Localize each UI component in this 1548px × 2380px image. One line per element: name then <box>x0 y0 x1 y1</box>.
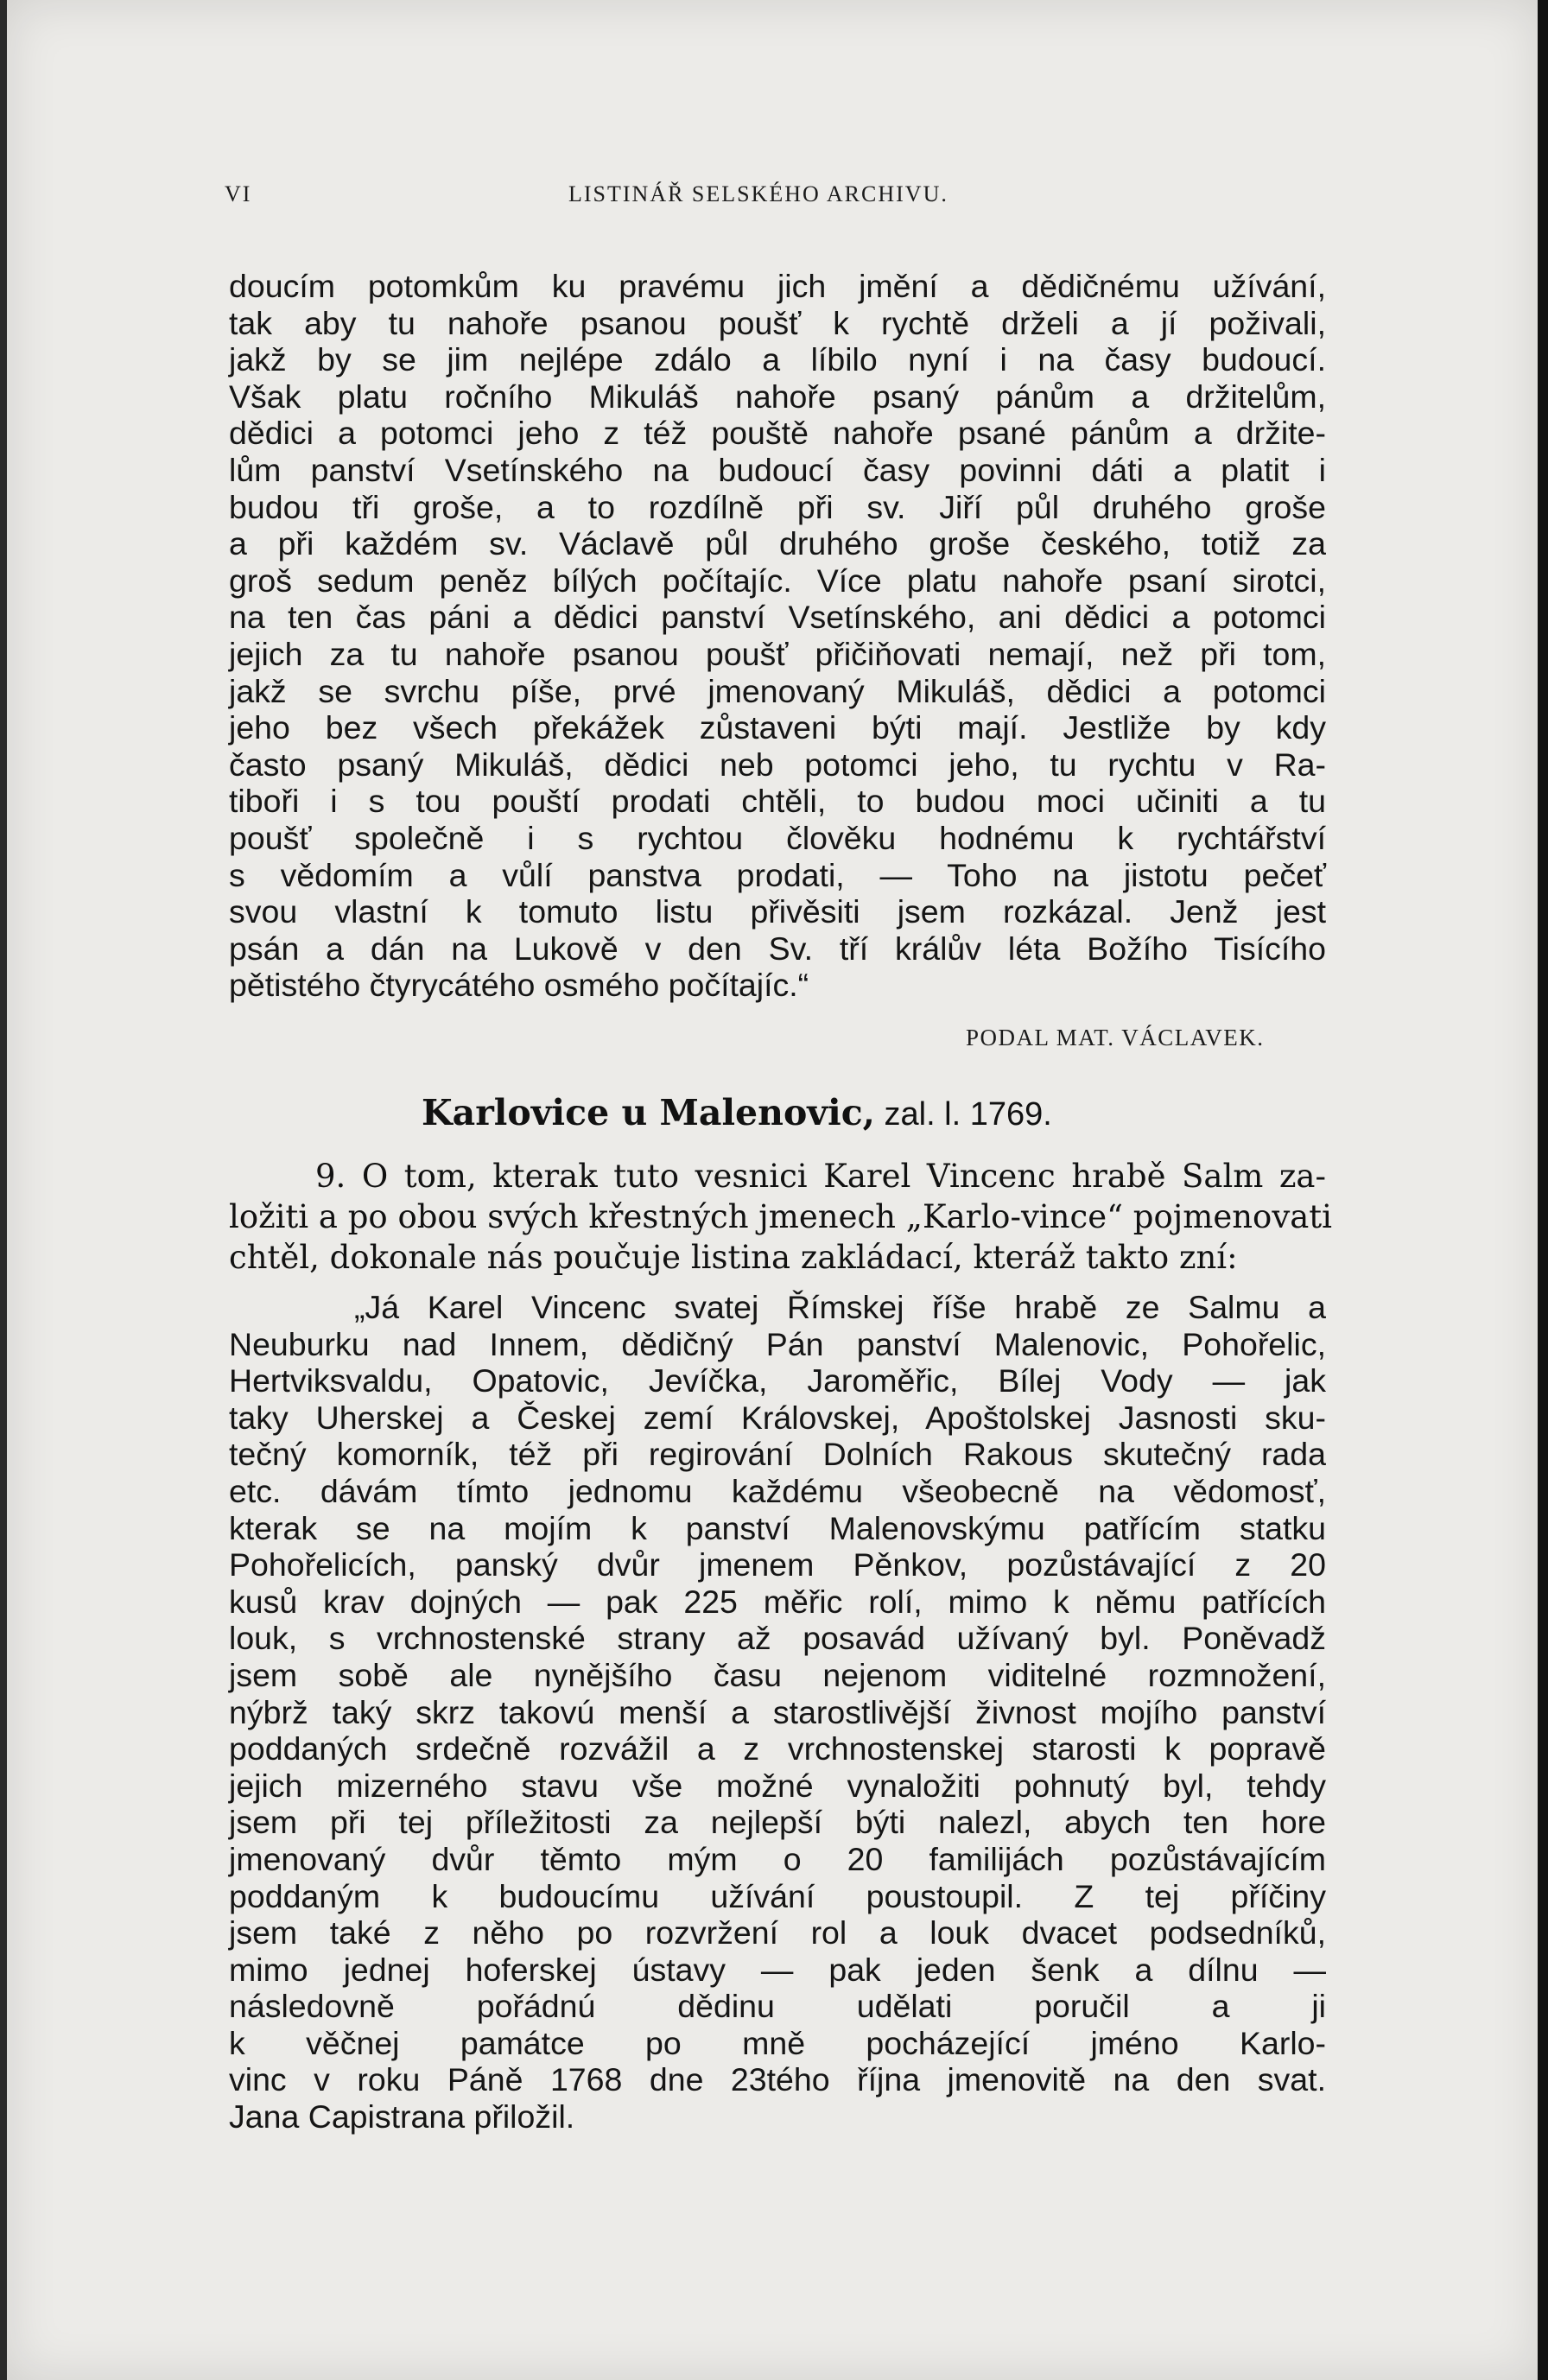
text-line: poddaným k budoucímu užívání poustoupil. Z tej příčiny <box>229 1877 1326 1914</box>
text-line: poušť společně i s rychtou člověku hodnému k rychtářství <box>229 819 1326 856</box>
section-heading-founding-year: zal. l. 1769. <box>874 1096 1052 1133</box>
text-line: tečný komorník, též při regirování Dolních Rakous skutečný rada <box>229 1436 1326 1473</box>
text-line: psán a dán na Lukově v den Sv. tří králův léta Božího Tisícího <box>229 930 1326 967</box>
text-line: mimo jednej hoferskej ústavy — pak jeden šenk a dílnu — <box>229 1951 1326 1988</box>
book-page <box>7 0 1541 2380</box>
text-line: Neuburku nad Innem, dědičný Pán panství Malenovic, Pohořelic, <box>229 1325 1326 1362</box>
text-line: jsem také z něho po rozvržení rol a louk dvacet podsedníků, <box>229 1914 1326 1952</box>
document-text-block <box>229 268 1326 1004</box>
text-line: jsem sobě ale nynějšího času nejenom viditelné rozmnožení, <box>229 1656 1326 1693</box>
text-line: k věčnej památce po mně pocházející jméno Karlo- <box>229 2024 1326 2061</box>
text-line: taky Uherskej a Českej zemí Královskej, Apoštolskej Jasnosti sku- <box>229 1399 1326 1436</box>
text-line: etc. dávám tímto jednomu každému všeobecně na vědomosť, <box>229 1472 1326 1509</box>
text-line: vinc v roku Páně 1768 dne 23tého října jmenovitě na den svat. <box>229 2061 1326 2098</box>
text-line: jsem při tej příležitosti za nejlepší býti nalezl, abych ten hore <box>229 1804 1326 1841</box>
text-line: chtěl, dokonale nás poučuje listina zakládací, kteráž takto zní: <box>229 1239 1238 1276</box>
text-line: Však platu ročního Mikuláš nahoře psaný pánům a držitelům, <box>229 378 1326 415</box>
text-line: jakž se svrchu píše, prvé jmenovaný Mikuláš, dědici a potomci <box>229 672 1326 709</box>
text-line: tiboři i s tou pouští prodati chtěli, to budou moci učiniti a tu <box>229 783 1326 820</box>
text-line: ložiti a po obou svých křestných jmenech „Karlo-vince“ pojmenovati <box>229 1198 1332 1235</box>
running-title: LISTINÁŘ SELSKÉHO ARCHIVU. <box>568 181 948 206</box>
text-line: groš sedum peněz bílých počítajíc. Více platu nahoře psaní sirotci, <box>229 562 1326 599</box>
page-number: VI <box>225 181 252 206</box>
text-line: následovně pořádnú dědinu udělati poručil a ji <box>229 1988 1326 2025</box>
text-line: jakž by se jim nejlépe zdálo a líbilo nyní i na časy budoucí. <box>229 341 1326 378</box>
text-line: doucím potomkům ku pravému jich jmění a dědičnému užívání, <box>229 268 1326 304</box>
charter-text-block <box>229 1289 1326 2136</box>
text-line: jejich za tu nahoře psanou poušť přičiňovati nemají, než při tom, <box>229 635 1326 672</box>
text-line: svou vlastní k tomuto listu přivěsiti jsem rozkázal. Jenž jest <box>229 893 1326 930</box>
text-line: často psaný Mikuláš, dědici neb potomci jeho, tu rychtu v Ra- <box>229 746 1326 783</box>
text-line: „Já Karel Vincenc svatej Římskej říše hrabě ze Salmu a <box>354 1289 1326 1325</box>
author-signature: PODAL MAT. VÁCLAVEK. <box>966 1025 1265 1050</box>
text-line: pětistého čtyrycátého osmého počítajíc.“ <box>229 967 809 1004</box>
text-line: na ten čas páni a dědici panství Vsetínského, ani dědici a potomci <box>229 599 1326 636</box>
text-line: kterak se na mojím k panství Malenovskýmu patřícím statku <box>229 1509 1326 1546</box>
text-line: jejich mizerného stavu vše možné vynaložiti pohnutý byl, tehdy <box>229 1767 1326 1804</box>
text-line: jeho bez všech překážek zůstaveni býti mají. Jestliže by kdy <box>229 709 1326 746</box>
text-line: budou tři groše, a to rozdílně při sv. Jiří půl druhého groše <box>229 488 1326 525</box>
text-line: a při každém sv. Václavě půl druhého groše českého, totiž za <box>229 525 1326 562</box>
text-line: tak aby tu nahoře psanou poušť k rychtě drželi a jí poživali, <box>229 304 1326 341</box>
text-line: lům panství Vsetínského na budoucí časy povinni dáti a platit i <box>229 451 1326 488</box>
text-line: louk, s vrchnostenské strany až posavád užívaný byl. Poněvadž <box>229 1620 1326 1657</box>
section-heading <box>422 1092 1052 1133</box>
text-line: jmenovaný dvůr těmto mým o 20 familijách pozůstávajícím <box>229 1840 1326 1877</box>
text-line: s vědomím a vůlí panstva prodati, — Toho na jistotu pečeť <box>229 856 1326 893</box>
text-line: poddaných srdečně rozvážil a z vrchnostenskej starosti k popravě <box>229 1730 1326 1768</box>
scan-border <box>1538 0 1548 2380</box>
text-line: kusů krav dojných — pak 225 měřic rolí, mimo k němu patřících <box>229 1583 1326 1620</box>
text-line: Pohořelicích, panský dvůr jmenem Pěnkov, pozůstávající z 20 <box>229 1546 1326 1583</box>
text-line: 9. O tom, kterak tuto vesnici Karel Vincenc hrabě Salm za- <box>315 1158 1326 1195</box>
text-line: nýbrž taký skrz takovú menší a starostlivější živnost mojího panství <box>229 1693 1326 1730</box>
text-line: Jana Capistrana přiložil. <box>229 2098 575 2136</box>
fraktur-intro-paragraph <box>229 1156 1332 1278</box>
section-heading-place: Karlovice u Malenovic, <box>422 1092 875 1133</box>
text-line: dědici a potomci jeho z též pouště nahoře psané pánům a držite- <box>229 415 1326 452</box>
text-line: Hertviksvaldu, Opatovic, Jevíčka, Jaroměřic, Bílej Vody — jak <box>229 1362 1326 1399</box>
